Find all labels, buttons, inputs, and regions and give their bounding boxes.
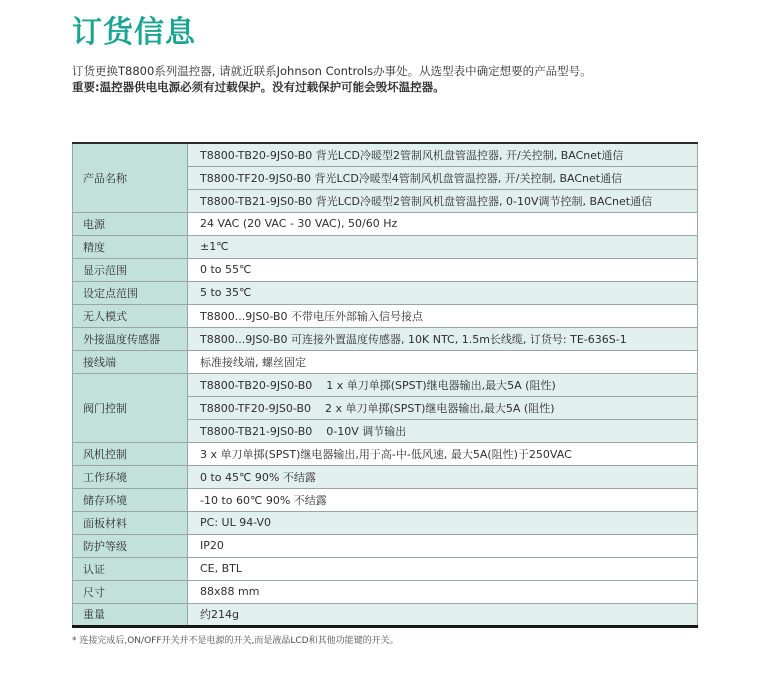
row-value: T8800-TF20-9JS0-B0 背光LCD冷暖型4管制风机盘管温控器, 开/关控制, BACnet通信 [188, 166, 698, 189]
row-label: 面板材料 [73, 511, 188, 534]
table-row [73, 373, 698, 396]
row-value: CE, BTL [188, 557, 698, 580]
intro-paragraph: 订货更换T8800系列温控器, 请就近联系Johnson Controls办事处。从选型表中确定想要的产品型号。 [72, 64, 592, 78]
spec-table-body [73, 143, 698, 626]
table-row [73, 534, 698, 557]
table-row [73, 557, 698, 580]
row-label: 无人模式 [73, 304, 188, 327]
row-label: 储存环境 [73, 488, 188, 511]
table-row [73, 258, 698, 281]
row-value: T8800-TF20-9JS0-B0 2 x 单刀单掷(SPST)继电器输出,最大5A (阻性) [188, 396, 698, 419]
row-label: 产品名称 [73, 143, 188, 212]
row-label: 重量 [73, 603, 188, 626]
row-label: 外接温度传感器 [73, 327, 188, 350]
row-label: 显示范围 [73, 258, 188, 281]
table-row [73, 442, 698, 465]
row-value: 约214g [188, 603, 698, 626]
important-note: 重要:温控器供电电源必须有过载保护。没有过载保护可能会毁坏温控器。 [72, 80, 445, 94]
row-label: 设定点范围 [73, 281, 188, 304]
row-label: 工作环境 [73, 465, 188, 488]
row-value: 5 to 35℃ [188, 281, 698, 304]
row-value: 3 x 单刀单掷(SPST)继电器输出,用于高-中-低风速, 最大5A(阻性)于250VAC [188, 442, 698, 465]
page-title: 订货信息 [72, 15, 196, 50]
table-row [73, 143, 698, 166]
row-value: IP20 [188, 534, 698, 557]
row-value: T8800...9JS0-B0 可连接外置温度传感器, 10K NTC, 1.5m长线缆, 订货号: TE-636S-1 [188, 327, 698, 350]
table-row [73, 603, 698, 626]
row-label: 防护等级 [73, 534, 188, 557]
row-label: 接线端 [73, 350, 188, 373]
row-value: T8800-TB21-9JS0-B0 背光LCD冷暖型2管制风机盘管温控器, 0-10V调节控制, BACnet通信 [188, 189, 698, 212]
row-value: T8800...9JS0-B0 不带电压外部输入信号接点 [188, 304, 698, 327]
table-row [73, 281, 698, 304]
table-row [73, 235, 698, 258]
row-value: PC: UL 94-V0 [188, 511, 698, 534]
table-row [73, 511, 698, 534]
table-row [73, 465, 698, 488]
row-value: T8800-TB21-9JS0-B0 0-10V 调节输出 [188, 419, 698, 442]
row-label: 风机控制 [73, 442, 188, 465]
table-row [73, 327, 698, 350]
table-row [73, 488, 698, 511]
row-label: 电源 [73, 212, 188, 235]
footnote: * 连接完成后,ON/OFF开关并不是电源的开关,而是液晶LCD和其他功能键的开关。 [72, 635, 399, 646]
spec-table [72, 142, 698, 628]
row-label: 尺寸 [73, 580, 188, 603]
table-row [73, 304, 698, 327]
row-value: -10 to 60℃ 90% 不结露 [188, 488, 698, 511]
table-row [73, 212, 698, 235]
row-value: 0 to 45℃ 90% 不结露 [188, 465, 698, 488]
row-value: T8800-TB20-9JS0-B0 背光LCD冷暖型2管制风机盘管温控器, 开/关控制, BACnet通信 [188, 143, 698, 166]
row-value: 24 VAC (20 VAC - 30 VAC), 50/60 Hz [188, 212, 698, 235]
row-value: T8800-TB20-9JS0-B0 1 x 单刀单掷(SPST)继电器输出,最大5A (阻性) [188, 373, 698, 396]
row-label: 认证 [73, 557, 188, 580]
table-row [73, 350, 698, 373]
row-label: 阀门控制 [73, 373, 188, 442]
table-row [73, 580, 698, 603]
row-label: 精度 [73, 235, 188, 258]
row-value: 0 to 55℃ [188, 258, 698, 281]
row-value: 标准接线端, 螺丝固定 [188, 350, 698, 373]
row-value: ±1℃ [188, 235, 698, 258]
row-value: 88x88 mm [188, 580, 698, 603]
